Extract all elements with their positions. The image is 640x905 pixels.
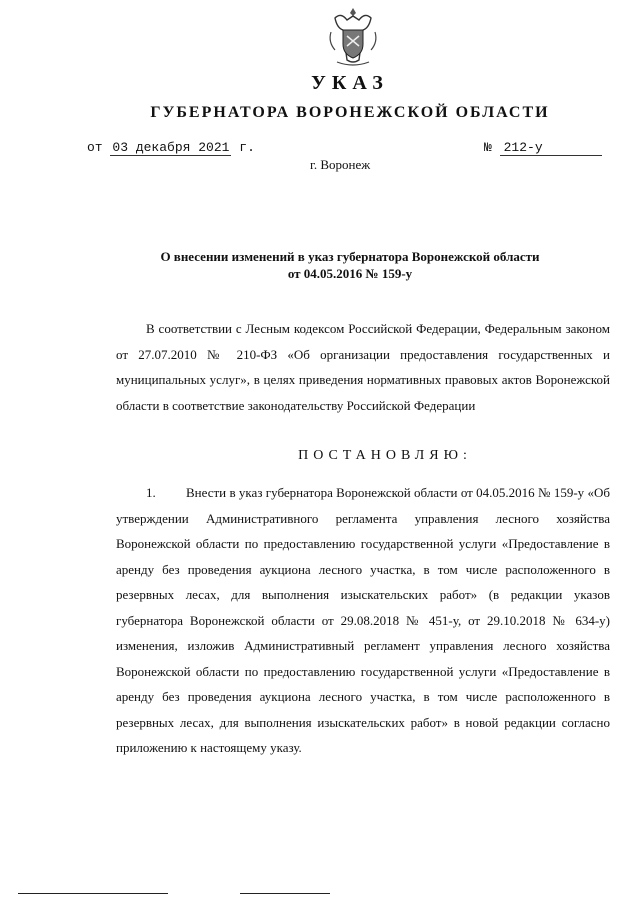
document-date [87,140,255,155]
heading-line-1: О внесении изменений в указ губернатора Воронежской области [160,249,540,264]
item-1-number: 1. [146,485,156,500]
footer-rule [18,893,168,894]
preamble-paragraph: В соответствии с Лесным кодексом Российской Федерации, Федеральным законом от 27.07.2010 № 210-ФЗ «Об организации предоставления государственных и муниципальных услуг», в целях приведения нормативных правовых актов Воронежской области в соответствие законодательству Российской Федерации [116,321,610,413]
city-label: г. Воронеж [310,157,371,172]
document-number [484,140,610,156]
number-prefix: № [484,140,492,155]
coat-of-arms-icon [327,6,379,68]
date-value: 03 декабря 2021 [112,140,230,155]
heading-line-2: от 04.05.2016 № 159-у [287,266,413,281]
date-suffix: г. [239,140,255,155]
decree-word: ПОСТАНОВЛЯЮ: [298,448,472,463]
document-heading [110,248,590,282]
date-prefix: от [87,140,103,155]
issuer-title: ГУБЕРНАТОРА ВОРОНЕЖСКОЙ ОБЛАСТИ [150,104,550,121]
footer-rule-right [240,893,330,894]
item-1-paragraph [116,480,610,761]
item-1-text: Внести в указ губернатора Воронежской области от 04.05.2016 № 159-у «Об утверждении Административного регламента управления лесного хозяйства Воронежской области по предоставлению государственной услуги «Предоставление в аренду без проведения аукциона лесного участка, в том числе расположенного в резервных лесах, для выполнения изыскательских работ» (в редакции указов губернатора Воронежской области от 29.08.2018 № 451-у, от 29.10.2018 № 634-у) изменения, изложив Административный регламент управления лесного хозяйства Воронежской области по предоставлению государственной услуги «Предоставление в аренду без проведения аукциона лесного участка, в том числе расположенного в резервных лесах, для выполнения изыскательских работ» в новой редакции согласно приложению к настоящему указу. [116,485,610,755]
number-value: 212-у [500,140,602,156]
document-type-title: УКАЗ [311,72,389,94]
